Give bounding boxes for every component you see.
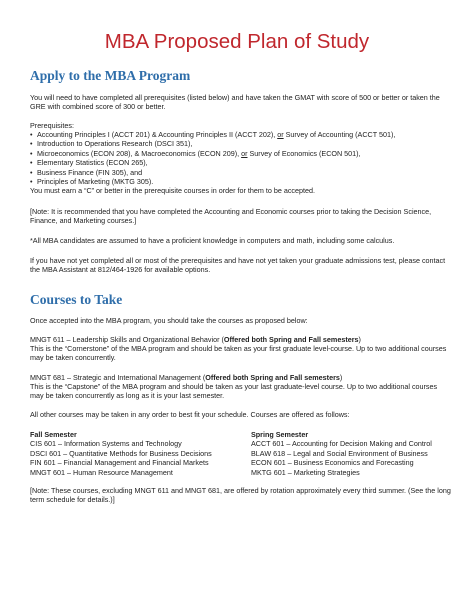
spring-course: ECON 601 – Business Economics and Forecasting: [251, 458, 414, 468]
prerequisites-label: Prerequisites:: [30, 121, 74, 130]
grade-requirement: You must earn a “C” or better in the prerequisite courses in order for them to be accepted.: [30, 186, 315, 195]
spring-course: BLAW 618 – Legal and Social Environment of Business: [251, 448, 428, 458]
mngt611-description-line-1: This is the “Cornerstone” of the MBA program and should be taken as your first graduate level-course. Up to two additional courses: [30, 344, 447, 353]
prerequisite-item: • Introduction to Operations Research (DSCI 351),: [30, 139, 450, 148]
prerequisite-item: • Principles of Marketing (MKTG 305).: [30, 177, 450, 186]
spring-semester-heading: Spring Semester: [251, 430, 309, 439]
prerequisite-item: • Business Finance (FIN 305), and: [30, 168, 450, 177]
mngt611-title: MNGT 611 – Leadership Skills and Organizational Behavior (Offered both Spring and Fall semesters): [30, 335, 361, 344]
mngt681-title: MNGT 681 – Strategic and International Management (Offered both Spring and Fall semesters): [30, 373, 343, 382]
rotation-note-line-2: term schedule for details.)]: [30, 495, 115, 504]
courses-heading: Courses to Take: [30, 292, 123, 307]
fall-semester-heading: Fall Semester: [30, 430, 77, 439]
fall-course: CIS 601 – Information Systems and Technology: [30, 439, 182, 449]
contact-line-2: the MBA Assistant at 812/464-1926 for available options.: [30, 265, 211, 274]
apply-intro-line-1: You will need to have completed all prerequisites (listed below) and have taken the GMAT with score of 500 or better or taken the: [30, 93, 440, 102]
knowledge-note: *All MBA candidates are assumed to have a proficient knowledge in computers and math, including some calculus.: [30, 236, 395, 245]
prerequisite-item: • Accounting Principles I (ACCT 201) & Accounting Principles II (ACCT 202), or Survey of Accounting (ACCT 501),: [30, 130, 450, 139]
other-courses-note: All other courses may be taken in any order to best fit your schedule. Courses are offered as follows:: [30, 410, 350, 419]
fall-course: MNGT 601 – Human Resource Management: [30, 467, 173, 477]
contact-line-1: If you have not yet completed all or most of the prerequisites and have not yet taken your graduate admissions test, please contact: [30, 256, 446, 265]
fall-course: DSCI 601 – Quantitative Methods for Business Decisions: [30, 448, 212, 458]
mngt681-description-line-1: This is the “Capstone” of the MBA program and should be taken as your last graduate-level course. Up to two additional courses: [30, 382, 438, 391]
fall-semester-column: [30, 430, 212, 477]
mngt681-description-line-2: may be taken concurrently as long as it is your last semester.: [30, 391, 225, 400]
spring-semester-column: [251, 430, 432, 477]
courses-intro: Once accepted into the MBA program, you should take the courses as proposed below:: [30, 316, 308, 325]
page-title: MBA Proposed Plan of Study: [104, 30, 370, 53]
apply-intro-line-2: GRE with combined score of 300 or better.: [30, 102, 166, 111]
prerequisite-item: • Microeconomics (ECON 208), & Macroeconomics (ECON 209), or Survey of Economics (ECON 501),: [30, 149, 450, 158]
prerequisites-list: [30, 130, 450, 186]
fall-course: FIN 601 – Financial Management and Financial Markets: [30, 458, 209, 468]
recommendation-note-line-1: [Note: It is recommended that you have completed the Accounting and Economic courses prior to taking the Decision Science,: [30, 207, 432, 216]
spring-course: MKTG 601 – Marketing Strategies: [251, 467, 360, 477]
apply-heading: Apply to the MBA Program: [30, 68, 191, 83]
prerequisite-item: • Elementary Statistics (ECON 265),: [30, 158, 450, 167]
mngt611-description-line-2: may be taken concurrently.: [30, 353, 116, 362]
rotation-note-line-1: [Note: These courses, excluding MNGT 611 and MNGT 681, are offered by rotation approximately every third summer. (See the long: [30, 486, 451, 495]
recommendation-note-line-2: Finance, and Marketing courses.]: [30, 216, 137, 225]
spring-course: ACCT 601 – Accounting for Decision Making and Control: [251, 439, 432, 449]
